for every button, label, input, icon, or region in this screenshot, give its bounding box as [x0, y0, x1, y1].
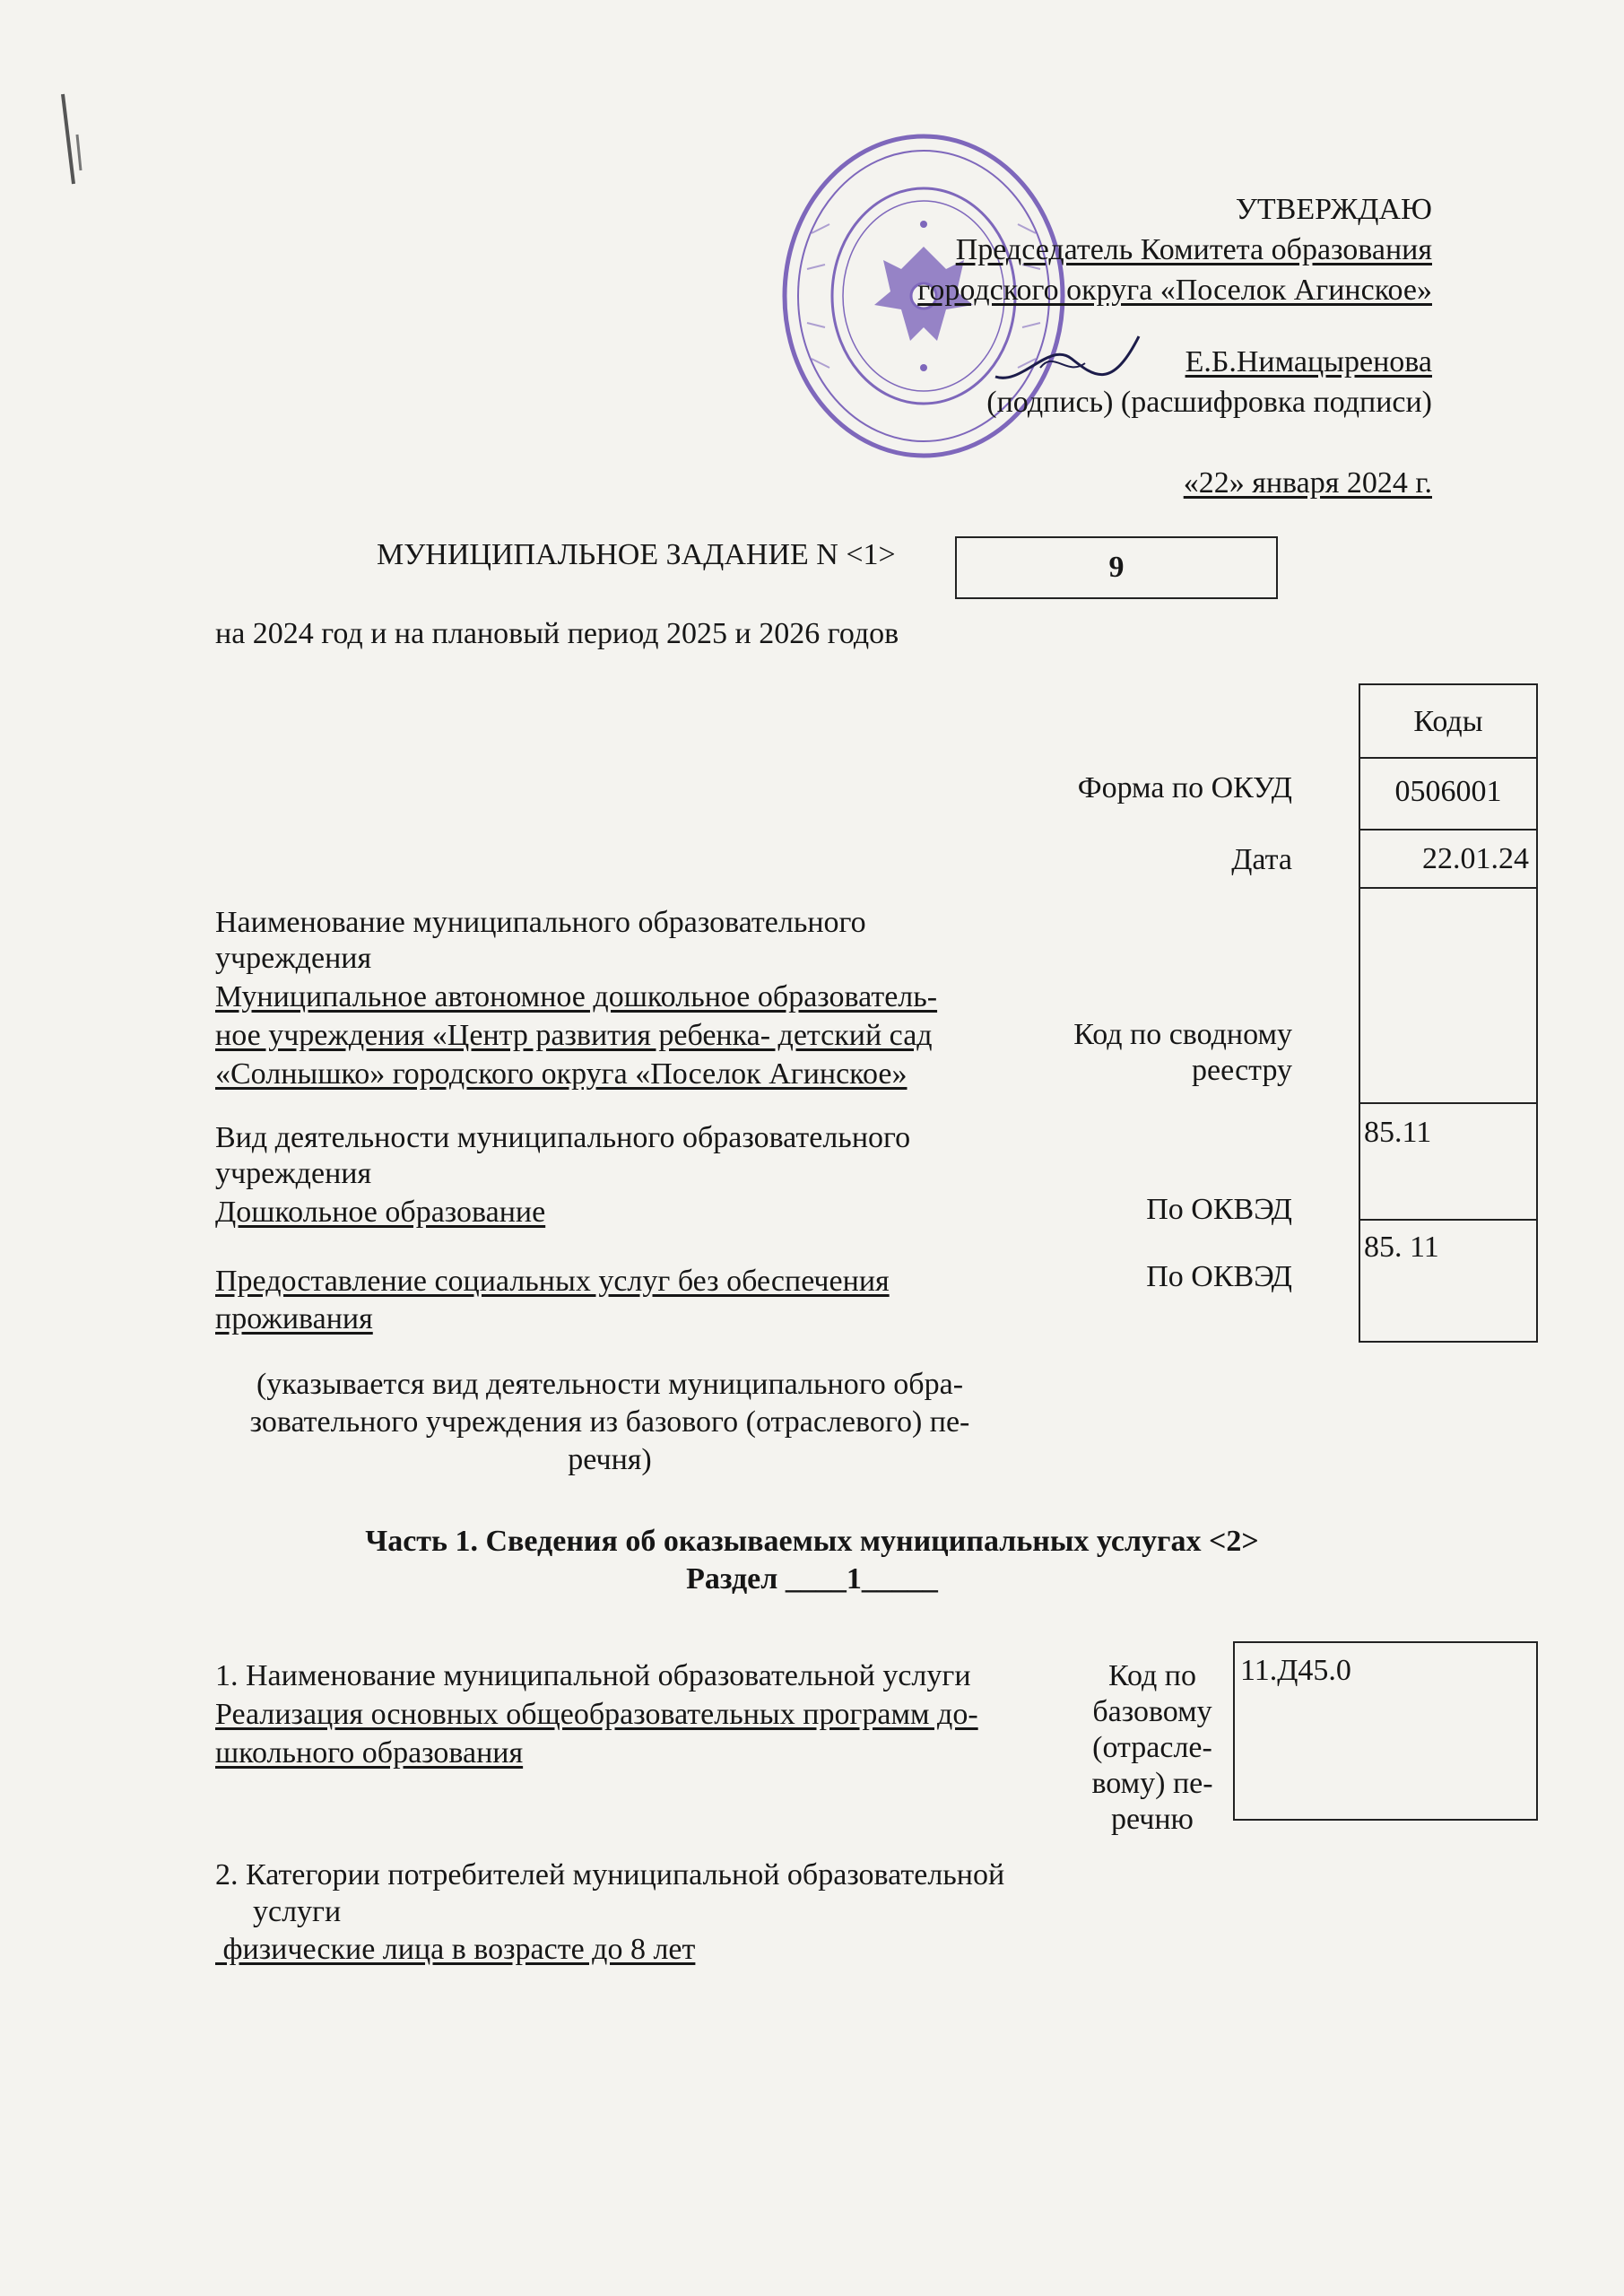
service-name-line1: Реализация основных общеобразовательных программ до- [215, 1698, 978, 1731]
codes-divider [1360, 887, 1536, 889]
approver-position-line1: Председатель Комитета образования [955, 233, 1432, 266]
approver-position-line2: городского округа «Поселок Агинское» [917, 274, 1432, 307]
base-code-value: 11.Д45.0 [1240, 1654, 1351, 1687]
approval-heading: УТВЕРЖДАЮ [1235, 193, 1432, 226]
activity-note-line2: зовательного учреждения из базового (отраслевого) пе- [249, 1405, 970, 1439]
institution-name-line2: ное учреждения «Центр развития ребенка- детский сад [215, 1019, 933, 1052]
okved-value-2: 85. 11 [1364, 1231, 1439, 1264]
base-code-label-line2: базовому [1092, 1695, 1212, 1728]
activity-social-line2: проживания [215, 1302, 373, 1335]
activity-preschool: Дошкольное образование [215, 1196, 546, 1229]
task-number: 9 [1108, 551, 1125, 584]
registry-label-line2: реестру [1192, 1054, 1292, 1087]
activity-label-line2: учреждения [215, 1157, 372, 1190]
okud-value: 0506001 [1394, 775, 1502, 808]
codes-divider [1360, 1219, 1536, 1221]
service-label: 1. Наименование муниципальной образовательной услуги [215, 1659, 971, 1692]
institution-label-line2: учреждения [215, 942, 372, 975]
staple-mark [54, 85, 90, 193]
codes-table [1359, 683, 1538, 1343]
date-label: Дата [1231, 843, 1292, 876]
activity-note-line1: (указывается вид деятельности муниципального обра- [256, 1368, 964, 1401]
codes-divider [1360, 829, 1536, 831]
institution-label-line1: Наименование муниципального образовательного [215, 906, 866, 939]
institution-name-line1: Муниципальное автономное дошкольное образователь- [215, 980, 938, 1013]
consumers-value: физические лица в возрасте до 8 лет [215, 1933, 696, 1966]
okved-label-2: По ОКВЭД [1146, 1260, 1292, 1293]
okved-value-1: 85.11 [1364, 1116, 1432, 1149]
okved-label-1: По ОКВЭД [1146, 1193, 1292, 1226]
base-code-label-line1: Код по [1108, 1659, 1196, 1692]
consumers-label-line2: услуги [253, 1895, 342, 1928]
base-code-label-line3: (отрасле- [1092, 1731, 1212, 1764]
activity-label-line1: Вид деятельности муниципального образовательного [215, 1121, 911, 1154]
part1-heading: Часть 1. Сведения об оказываемых муниципальных услугах <2> [365, 1525, 1259, 1558]
codes-divider [1360, 1102, 1536, 1104]
codes-divider [1360, 757, 1536, 759]
signature-caption: (подпись) (расшифровка подписи) [986, 386, 1432, 419]
registry-label-line1: Код по сводному [1073, 1018, 1292, 1051]
activity-social-line1: Предоставление социальных услуг без обеспечения [215, 1265, 890, 1298]
document-title: МУНИЦИПАЛЬНОЕ ЗАДАНИЕ N <1> [377, 538, 896, 571]
approver-name: Е.Б.Нимацыренова [1185, 345, 1432, 378]
institution-name-line3: «Солнышко» городского округа «Поселок Агинское» [215, 1057, 908, 1091]
task-number-box [955, 536, 1278, 599]
service-name-line2: школьного образования [215, 1736, 524, 1770]
activity-note-line3: речня) [568, 1443, 652, 1476]
codes-header: Коды [1413, 705, 1483, 738]
base-code-label-line4: вому) пе- [1091, 1767, 1213, 1800]
okud-label: Форма по ОКУД [1077, 771, 1292, 804]
document-period: на 2024 год и на плановый период 2025 и 2026 годов [215, 617, 899, 650]
base-code-label-line5: речню [1111, 1803, 1194, 1836]
date-value: 22.01.24 [1422, 842, 1529, 875]
approval-date: «22» января 2024 г. [1183, 466, 1432, 500]
base-code-box [1233, 1641, 1538, 1821]
consumers-label-line1: 2. Категории потребителей муниципальной образовательной [215, 1858, 1005, 1892]
part1-section: Раздел ____1_____ [686, 1562, 938, 1596]
